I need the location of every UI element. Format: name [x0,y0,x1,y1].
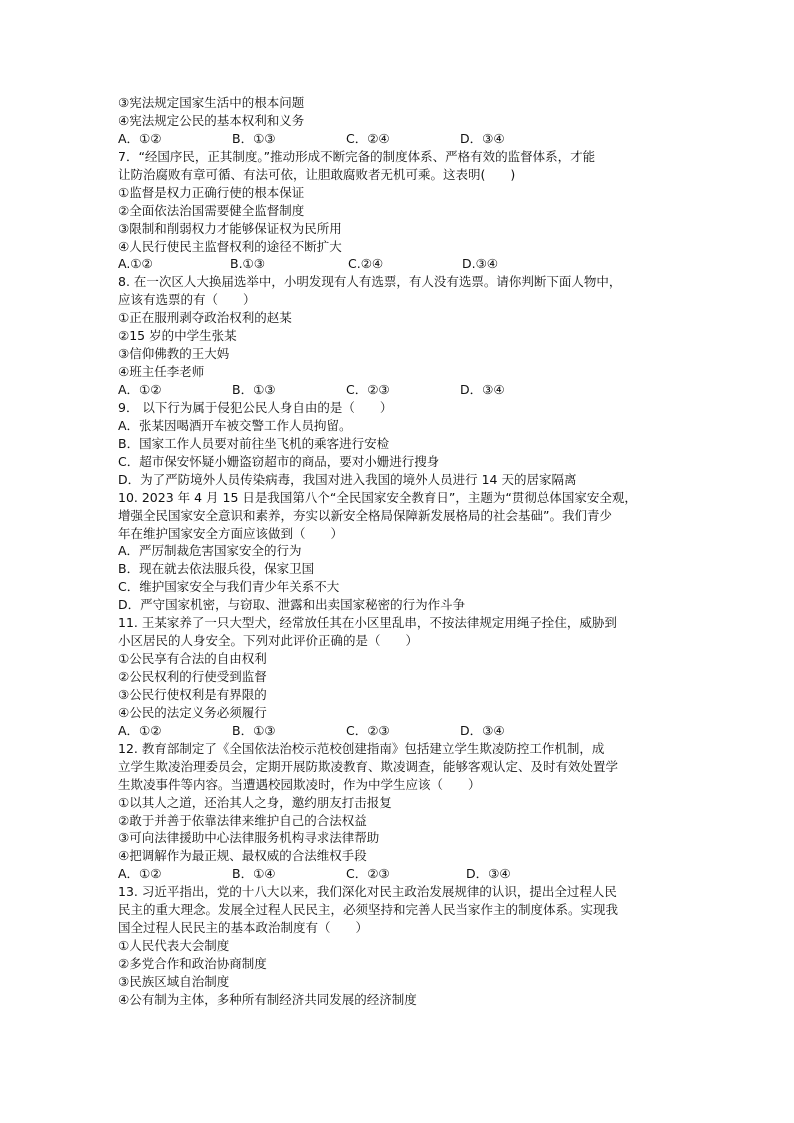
q9-option-c: C．超市保安怀疑小姗盗窃超市的商品，要对小姗进行搜身 [118,453,440,469]
q11-options [118,722,698,740]
q13-stem-1: 13. 习近平指出，党的十八大以来，我们深化对民主政治发展规律的认识，提出全过程人民 [118,884,617,900]
q9-option-b: B．国家工作人员要对前往坐飞机的乘客进行安检 [118,435,390,451]
q7-option-d: D.③④ [462,256,499,272]
q12-option-b: B．①④ [232,866,276,882]
q8-statement-3: ③信仰佛教的王大妈 [118,346,230,362]
q10-option-d: D．严守国家机密，与窃取、泄露和出卖国家秘密的行为作斗争 [118,597,466,613]
q7-option-c: C.②④ [348,256,384,272]
q7-options [118,255,698,273]
q7-stem-2: 让防治腐败有章可循、有法可依，让胆敢腐败者无机可乘。这表明( ) [118,166,516,182]
q12-statement-3: ③可向法律援助中心法律服务机构寻求法律帮助 [118,830,380,846]
q8-option-c: C．②③ [346,382,390,397]
q7-statement-1: ①监督是权力正确行使的根本保证 [118,184,305,200]
q7-statement-2: ②全面依法治国需要健全监督制度 [118,202,305,218]
q12-statement-1: ①以其人之道，还治其人之身，邀约朋友打击报复 [118,794,392,810]
q10-stem-2: 增强全民国家安全意识和素养，夯实以新安全格局保障新发展格局的社会基础”。我们青少 [118,507,612,523]
q8-statement-1: ①正在服刑剥夺政治权利的赵某 [118,310,292,326]
q12-option-a: A．①② [118,866,162,882]
q10-option-b: B．现在就去依法服兵役，保家卫国 [118,561,315,577]
q7-statement-4: ④人民行使民主监督权利的途径不断扩大 [118,238,342,254]
q9-option-a: A．张某因喝酒开车被交警工作人员拘留。 [118,417,352,433]
q11-stem-1: 11. 王某家养了一只大型犬，经常放任其在小区里乱串，不按法律规定用绳子拴住，威胁到 [118,615,617,631]
q12-statement-2: ②敢于并善于依靠法律来维护自己的合法权益 [118,812,367,828]
q11-statement-4: ④公民的法定义务必须履行 [118,704,267,720]
q8-statement-4: ④班主任李老师 [118,364,205,380]
q7-option-b: B.①③ [230,256,265,272]
q8-statement-2: ②15 岁的中学生张某 [118,328,237,344]
q13-stem-2: 民主的重大理念。发展全过程人民民主，必须坚持和完善人民当家作主的制度体系。实现我 [118,902,619,918]
q8-options [118,381,698,399]
q6-option-b: B．①③ [232,130,276,146]
q8-option-b: B．①③ [232,382,276,397]
q11-statement-3: ③公民行使权利是有界限的 [118,686,267,702]
q10-stem-1: 10. 2023 年 4 月 15 日是我国第八个“全民国家安全教育日”，主题为“贯彻总体国家安全观， [118,489,637,505]
q11-option-a: A．①② [118,722,162,738]
q6-options [118,130,698,148]
q11-statement-1: ①公民享有合法的自由权利 [118,651,267,667]
q7-option-a: A.①② [118,256,153,272]
q9-option-d: D．为了严防境外人员传染病毒，我国对进入我国的境外人员进行 14 天的居家隔离 [118,471,577,487]
q12-statement-4: ④把调解作为最正规、最权威的合法维权手段 [118,848,367,864]
q12-option-c: C．②③ [346,866,390,882]
q12-stem-3: 生欺凌事件等内容。当遭遇校园欺凌时，作为中学生应该（ ） [118,776,481,792]
q6-option-a: A．①② [118,130,162,146]
q6-option-c: C．②④ [346,130,390,146]
q13-statement-3: ③民族区域自治制度 [118,973,230,989]
q8-stem-1: 8. 在一次区人大换届选举中，小明发现有人有选票，有人没有选票。请你判断下面人物中， [118,274,622,290]
q12-option-d: D．③④ [466,866,511,882]
q12-stem-1: 12. 教育部制定了《全国依法治校示范校创建指南》包括建立学生欺凌防控工作机制，成 [118,740,605,756]
q6-statement-3: ③宪法规定国家生活中的根本问题 [118,95,305,110]
q13-statement-1: ①人民代表大会制度 [118,938,230,954]
q11-stem-2: 小区居民的人身安全。下列对此评价正确的是（ ） [118,633,419,649]
q12-options [118,865,698,883]
q13-statement-2: ②多党合作和政治协商制度 [118,956,267,971]
q7-statement-3: ③限制和削弱权力才能够保证权为民所用 [118,220,342,236]
q10-stem-3: 年在维护国家安全方面应该做到（ ） [118,525,344,541]
q9-stem: 9． 以下行为属于侵犯公民人身自由的是（ ） [118,399,393,415]
q11-option-c: C．②③ [346,722,390,738]
q11-option-d: D．③④ [460,722,505,738]
q8-option-d: D．③④ [460,382,505,397]
q12-stem-2: 立学生欺凌治理委员会，定期开展防欺凌教育、欺凌调查，能够客观认定、及时有效处置学 [118,758,619,774]
q10-option-c: C．维护国家安全与我们青少年关系不大 [118,579,340,595]
q8-stem-2: 应该有选票的有（ ） [118,292,256,308]
q6-option-d: D．③④ [460,130,505,146]
q7-stem-1: 7．“经国序民，正其制度。”推动形成不断完备的制度体系、严格有效的监督体系，才能 [118,148,596,164]
q11-statement-2: ②公民权利的行使受到监督 [118,669,267,684]
q6-statement-4: ④宪法规定公民的基本权利和义务 [118,112,305,128]
q11-option-b: B．①③ [232,722,276,738]
exam-page [118,94,698,1009]
q10-option-a: A．严厉制裁危害国家安全的行为 [118,543,302,559]
q13-statement-4: ④公有制为主体，多种所有制经济共同发展的经济制度 [118,991,417,1007]
q13-stem-3: 国全过程人民民主的基本政治制度有（ ） [118,920,369,936]
q8-option-a: A．①② [118,382,162,397]
